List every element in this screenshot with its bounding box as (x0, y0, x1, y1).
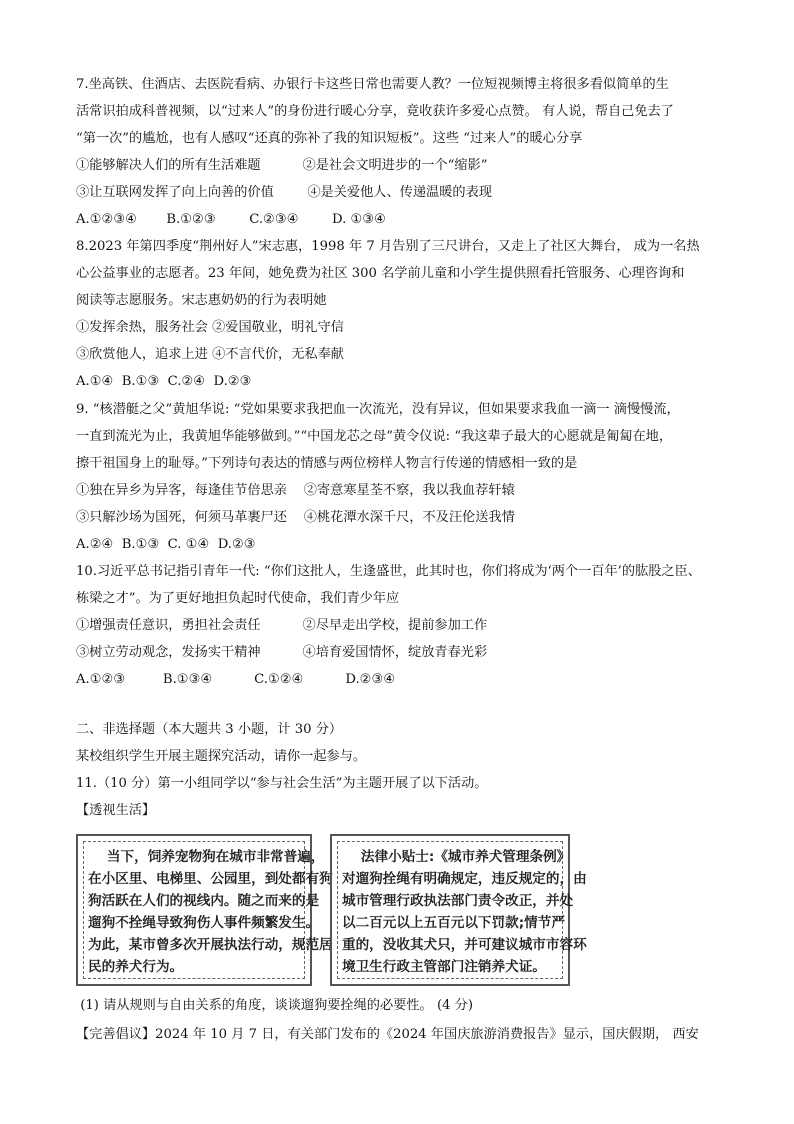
q7-options-row-1: ①能够解决人们的所有生活难题 ②是社会文明进步的一个“缩影” (76, 158, 488, 173)
q9-options-row-1: ①独在异乡为异客，每逢佳节倍思亲 ②寄意寒星荃不察，我以我血荐轩辕 (76, 483, 515, 498)
q7-answer-choices: A.①②③④ B.①②③ C.②③④ D. ①③④ (76, 212, 387, 227)
material-left-line-5: 为此，某市曾多次开展执法行动，规范居 (88, 937, 333, 953)
q9-options-row-2: ③只解沙场为国死，何须马革裹尸还 ④桃花潭水深千尺，不及汪伦送我情 (76, 510, 515, 525)
q8-answer-choices: A.①④ B.①③ C.②④ D.②③ (76, 374, 252, 389)
material-left-line-6: 民的养犬行为。 (88, 959, 184, 975)
q8-options-row-1: ①发挥余热，服务社会 ②爱国敬业，明礼守信 (76, 320, 344, 335)
material-right-line-5: 重的，没收其犬只，并可建议城市市容环 (342, 937, 587, 953)
q8-stem-line-2: 心公益事业的志愿者。23 年间，她免费为社区 300 名学前儿童和小学生提供照看托管服务、心理咨询和 (76, 266, 685, 281)
q10-stem-line-2: 栋梁之才”。为了更好地担负起时代使命，我们青少年应 (76, 591, 400, 606)
q8-stem-line-3: 阅读等志愿服务。宋志惠奶奶的行为表明她 (76, 293, 327, 308)
q11-subquestion-1: (1) 请从规则与自由关系的角度，谈谈遛狗要拴绳的必要性。 (4 分) (76, 998, 474, 1013)
section-2-heading: 二、非选择题（本大题共 3 小题，计 30 分） (76, 722, 343, 737)
q9-answer-choices: A.②④ B.①③ C. ①④ D.②③ (76, 537, 256, 552)
q7-stem-line-1: 7.坐高铁、住酒店、去医院看病、办银行卡这些日常也需要人教？一位短视频博主将很多看似简单的生 (76, 77, 669, 92)
section-2-intro: 某校组织学生开展主题探究活动，请你一起参与。 (76, 749, 367, 764)
q8-options-row-2: ③欣赏他人，追求上进 ④不言代价，无私奉献 (76, 347, 344, 362)
q10-answer-choices: A.①②③ B.①③④ C.①②④ D.②③④ (76, 672, 396, 687)
q7-stem-line-3: “第一次”的尴尬，也有人感叹“还真的弥补了我的知识短板”。这些 “过来人”的暖心分享 (76, 131, 583, 146)
material-left-line-2: 在小区里、电梯里、公园里，到处都有狗 (88, 871, 333, 887)
material-left-line-1: 当下，饲养宠物狗在城市非常普遍， (88, 849, 325, 865)
q11-stem: 11.（10 分）第一小组同学以“参与社会生活”为主题开展了以下活动。 (76, 776, 488, 791)
perspective-tag: 【透视生活】 (76, 803, 156, 818)
material-box-right (330, 834, 587, 986)
material-right-line-6: 境卫生行政主管部门注销养犬证。 (342, 959, 546, 975)
q7-stem-line-2: 活常识拍成科普视频，以“过来人”的身份进行暖心分享，竟收获许多爱心点赞。 有人说，帮自己免去了 (76, 104, 674, 119)
material-left-line-4: 遛狗不拴绳导致狗伤人事件频繁发生。 (88, 915, 320, 931)
material-right-line-2: 对遛狗拴绳有明确规定，违反规定的，由 (342, 871, 587, 887)
q9-stem-line-3: 擦干祖国身上的耻辱。”下列诗句表达的情感与两位榜样人物言行传递的情感相一致的是 (76, 456, 578, 471)
material-right-line-1: 法律小贴士:《城市养犬管理条例》 (342, 849, 571, 865)
q9-stem-line-2: 一直到流光为止，我黄旭华能够做到。”“中国龙芯之母”黄令仪说: “我这辈子最大的心愿就是匍匐在地， (76, 429, 673, 444)
material-left-line-3: 狗活跃在人们的视线内。随之而来的是 (88, 893, 320, 909)
q10-options-row-1: ①增强责任意识，勇担社会责任 ②尽早走出学校，提前参加工作 (76, 618, 488, 633)
q8-stem-line-1: 8.2023 年第四季度“荆州好人”宋志惠，1998 年 7 月告别了三尺讲台，又走上了社区大舞台， 成为一名热 (76, 239, 700, 254)
q10-options-row-2: ③树立劳动观念，发扬实干精神 ④培育爱国情怀，绽放青春光彩 (76, 645, 488, 660)
material-right-line-4: 以二百元以上五百元以下罚款;情节严 (342, 915, 565, 931)
material-right-line-3: 城市管理行政执法部门责令改正，并处 (342, 893, 574, 909)
q9-stem-line-1: 9. “核潜艇之父”黄旭华说: “党如果要求我把血一次流光，没有异议，但如果要求我血一滴一 滴慢慢流， (76, 402, 680, 417)
q7-options-row-2: ③让互联网发挥了向上向善的价值 ④是关爱他人、传递温暖的表现 (76, 185, 492, 200)
q10-stem-line-1: 10.习近平总书记指引青年一代: “你们这批人，生逢盛世，此其时也，你们将成为‘两个一百年’的肱股之臣、 (76, 564, 701, 579)
material-box-left (76, 834, 333, 986)
improve-proposal-text: 【完善倡议】2024 年 10 月 7 日，有关部门发布的《2024 年国庆旅游消费报告》显示，国庆假期， 西安 (76, 1027, 699, 1042)
